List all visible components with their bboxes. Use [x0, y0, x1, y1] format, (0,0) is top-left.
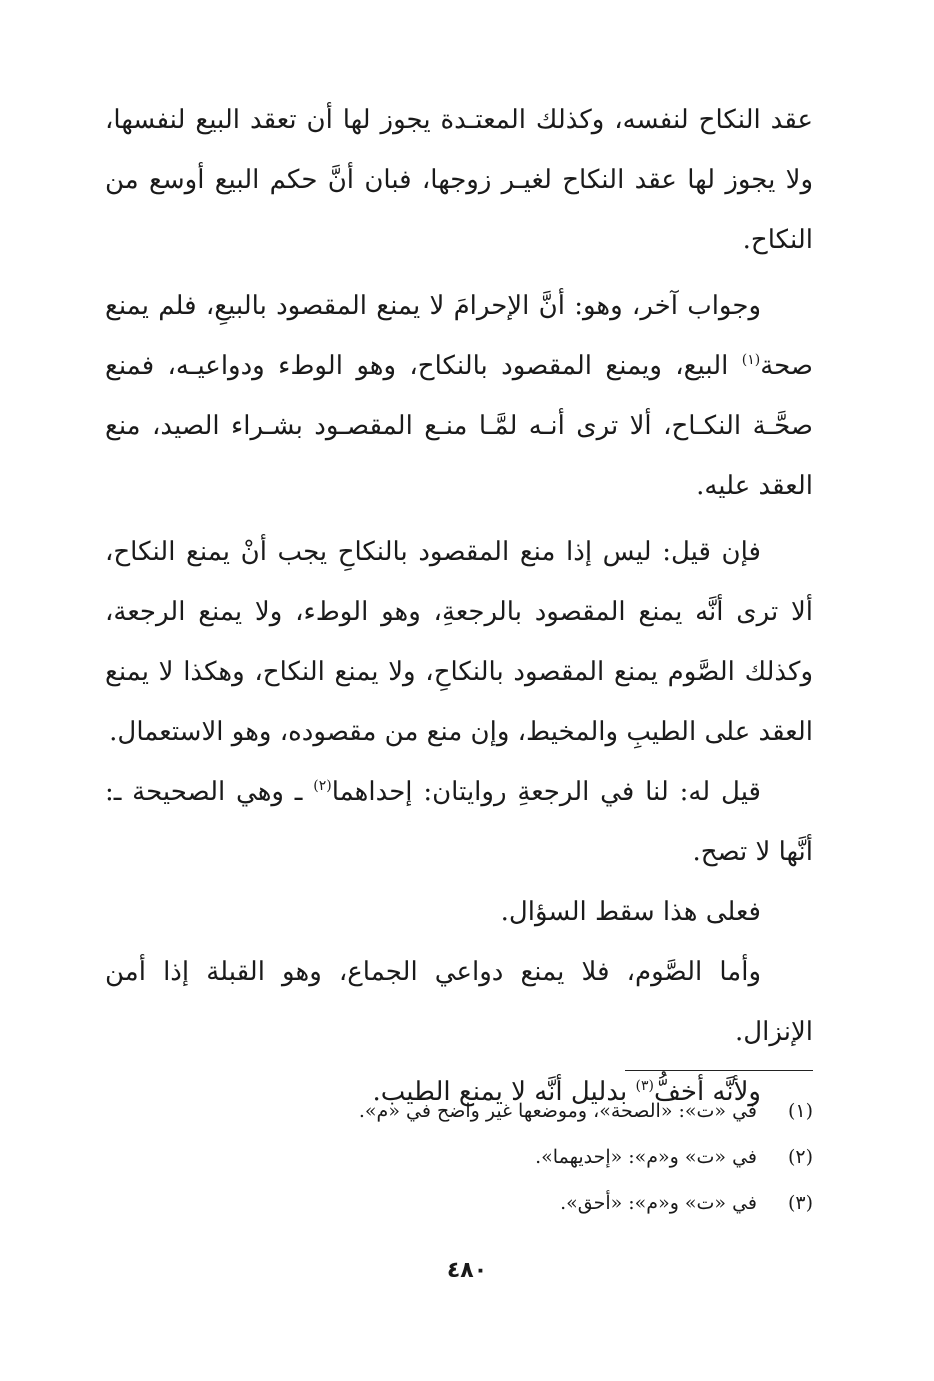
paragraph-4-text-a: قيل له: لنا في الرجعةِ روايتان: إحداهما [331, 777, 761, 807]
paragraph-5 [105, 882, 813, 942]
paragraph-3 [105, 522, 813, 762]
paragraph-1 [105, 90, 813, 270]
paragraph-5-text: فعلى هذا سقط السؤال. [500, 897, 761, 927]
paragraph-2 [105, 276, 813, 516]
footnote-number: (١) [787, 1100, 813, 1122]
paragraph-3-text: فإن قيل: ليس إذا منع المقصود بالنكاحِ يجب أنْ يمنع النكاح، ألا ترى أنَّه يمنع المقصود بالرجعةِ، وهو الوطء، ولا يمنع الرجعة، وكذلك الصَّوم يمنع المقصود بالنكاحِ، ولا يمنع النكاح، وهكذا لا يمنع العقد على الطيبِ والمخيط، وإن منع من مقصوده، وهو الاستعمال. [105, 537, 813, 747]
footnotes [293, 1088, 813, 1226]
paragraph-4-text-b: ـ وهي الصحيحة ـ: أنَّها لا تصح. [105, 777, 813, 867]
footnote-text: في «ت» و«م»: «أحق». [560, 1192, 757, 1214]
footnote-ref-2[interactable]: (٢) [313, 778, 332, 794]
footnote-ref-3[interactable]: (٣) [635, 1078, 654, 1094]
footnote-text: في «ت» و«م»: «إحديهما». [535, 1146, 757, 1168]
paragraph-6-text: وأما الصَّوم، فلا يمنع دواعي الجماع، وهو القبلة إذا أمن الإنزال. [105, 957, 813, 1047]
main-text [105, 90, 813, 1122]
footnote-2 [293, 1134, 813, 1180]
paragraph-7-text-a: ولأنَّه أخفُّ [653, 1077, 761, 1107]
footnote-number: (٣) [787, 1192, 813, 1214]
paragraph-7-text-b: بدليل أنَّه لا يمنع الطيب. [372, 1077, 636, 1107]
footnote-divider [625, 1070, 813, 1071]
footnote-number: (٢) [787, 1146, 813, 1168]
footnote-ref-1[interactable]: (١) [741, 352, 761, 368]
paragraph-6 [105, 942, 813, 1062]
paragraph-4 [105, 762, 813, 882]
footnote-3 [293, 1180, 813, 1226]
footnote-text: في «ت»: «الصحة»، وموضعها غير واضح في «م». [358, 1100, 757, 1122]
page-number: ٤٨٠ [446, 1258, 488, 1283]
paragraph-2-text-b: البيع، ويمنع المقصود بالنكاح، وهو الوطء ودواعيـه، فمنع صحَّـة النكـاح، ألا ترى أنـه لمَّـا منـع المقصـود بشـراء الصيد، منع العقد عليه. [105, 351, 813, 501]
footnote-1 [293, 1088, 813, 1134]
paragraph-1-text: عقد النكاح لنفسه، وكذلك المعتـدة يجوز لها أن تعقد البيع لنفسها، ولا يجوز لها عقد النكاح لغيـر زوجها، فبان أنَّ حكم البيع أوسع من النكاح. [105, 105, 813, 255]
paragraph-2-text-a: وجواب آخر، وهو: أنَّ الإحرامَ لا يمنع المقصود بالبيعِ، فلم يمنع صحة [105, 291, 813, 381]
